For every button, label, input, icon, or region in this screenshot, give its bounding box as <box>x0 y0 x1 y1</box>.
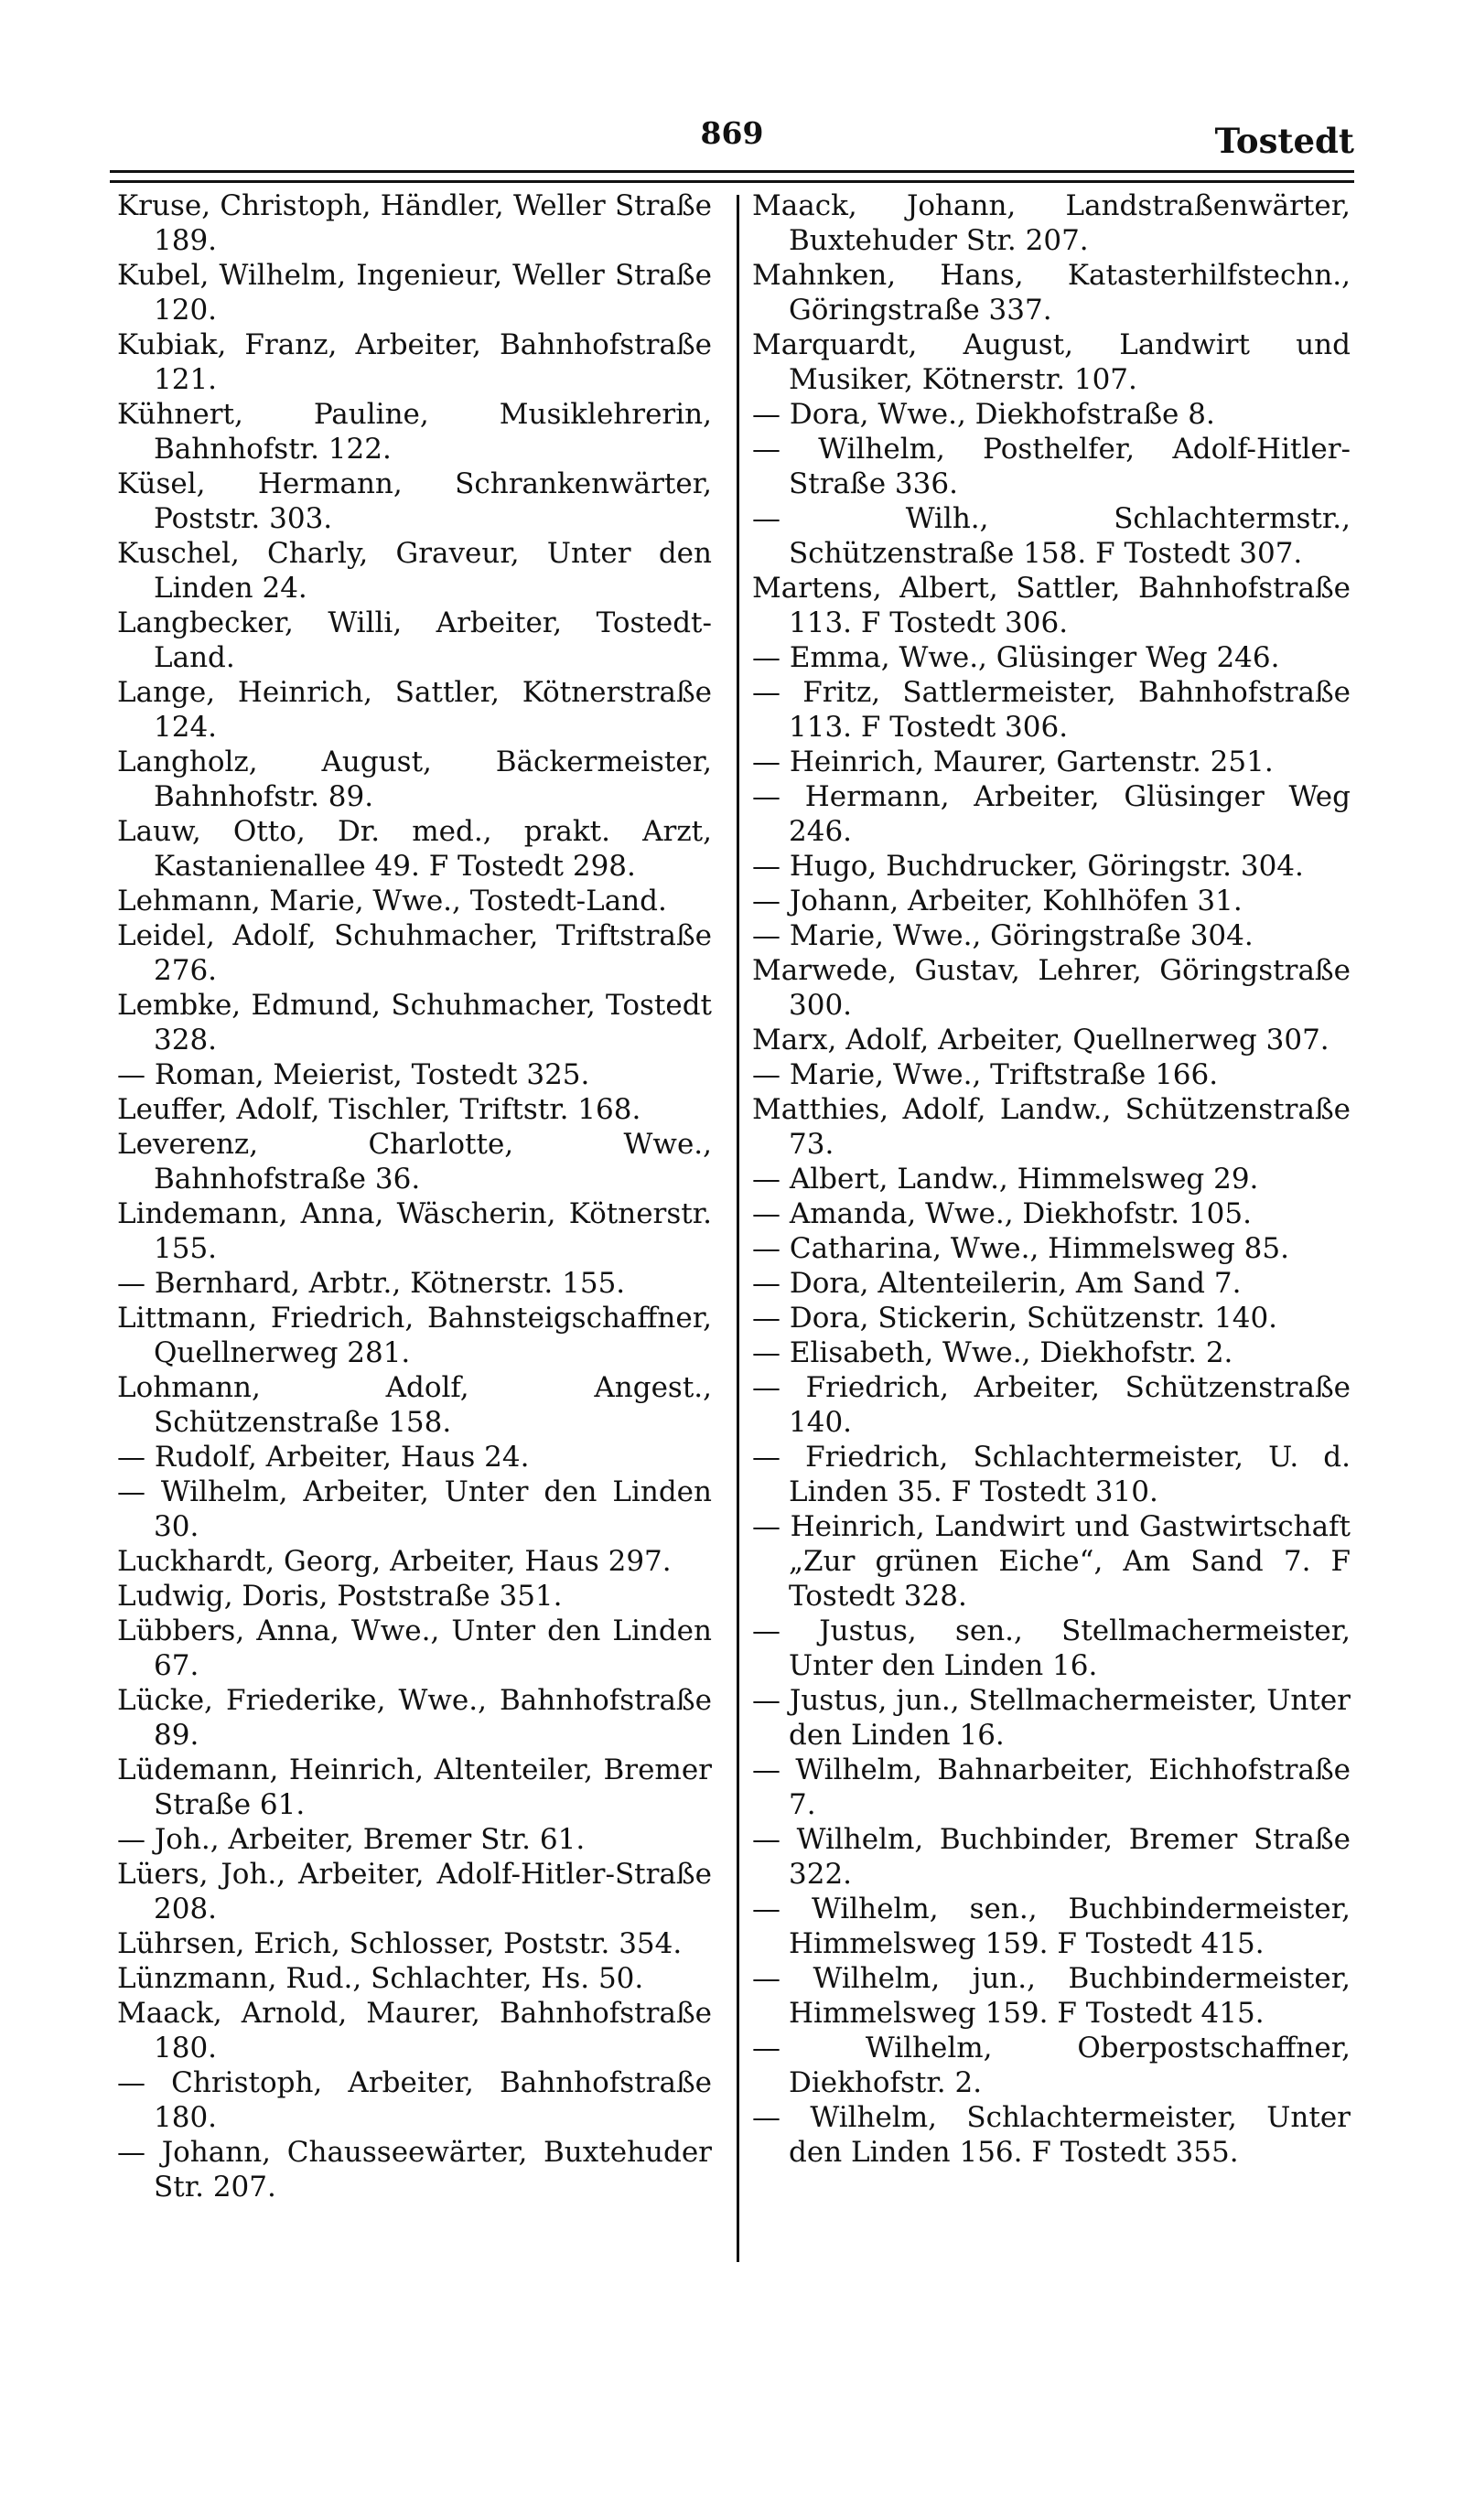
directory-entry: Lübbers, Anna, Wwe., Unter den Linden 67. <box>117 1614 712 1682</box>
directory-entry: — Bernhard, Arbtr., Kötnerstr. 155. <box>117 1267 626 1300</box>
directory-entry: Matthies, Adolf, Landw., Schützenstraße 73. <box>752 1093 1351 1161</box>
directory-entry: Lauw, Otto, Dr. med., prakt. Arzt, Kastanienallee 49. F Tostedt 298. <box>117 815 712 883</box>
directory-entry: — Amanda, Wwe., Diekhofstr. 105. <box>752 1197 1252 1230</box>
directory-entry: Langholz, August, Bäckermeister, Bahnhofstr. 89. <box>117 745 712 813</box>
header-rule-bottom <box>110 180 1354 183</box>
directory-entry: Langbecker, Willi, Arbeiter, Tostedt-Land. <box>117 606 712 674</box>
directory-entry: Leverenz, Charlotte, Wwe., Bahnhofstraße 36. <box>117 1128 712 1196</box>
directory-entry: Lünzmann, Rud., Schlachter, Hs. 50. <box>117 1962 644 1995</box>
directory-entry: Lindemann, Anna, Wäscherin, Kötnerstr. 155. <box>117 1197 712 1265</box>
directory-entry: — Johann, Chausseewärter, Buxtehuder Str. 207. <box>117 2136 712 2204</box>
directory-entry: — Wilhelm, Posthelfer, Adolf-Hitler-Straße 336. <box>752 433 1351 500</box>
directory-entry: — Justus, jun., Stellmachermeister, Unter den Linden 16. <box>752 1684 1351 1752</box>
directory-entry: — Fritz, Sattlermeister, Bahnhofstraße 113. F Tostedt 306. <box>752 676 1351 744</box>
directory-entry: Kühnert, Pauline, Musiklehrerin, Bahnhofstr. 122. <box>117 398 712 466</box>
directory-entry: Lührsen, Erich, Schlosser, Poststr. 354. <box>117 1927 683 1960</box>
directory-entry: Ludwig, Doris, Poststraße 351. <box>117 1580 563 1613</box>
directory-entry: Martens, Albert, Sattler, Bahnhofstraße 113. F Tostedt 306. <box>752 572 1351 639</box>
directory-entry: — Wilhelm, Schlachtermeister, Unter den Linden 156. F Tostedt 355. <box>752 2101 1351 2169</box>
directory-entry: — Dora, Wwe., Diekhofstraße 8. <box>752 398 1215 431</box>
directory-entry: — Wilh., Schlachtermstr., Schützenstraße 158. F Tostedt 307. <box>752 502 1351 570</box>
directory-entry: Kruse, Christoph, Händler, Weller Straße 189. <box>117 189 712 257</box>
directory-entry: Marquardt, August, Landwirt und Musiker, Kötnerstr. 107. <box>752 328 1351 396</box>
page-number: 869 <box>700 115 764 151</box>
directory-entry: Leidel, Adolf, Schuhmacher, Triftstraße 276. <box>117 919 712 987</box>
column-divider <box>737 195 739 2262</box>
directory-entry: Maack, Johann, Landstraßenwärter, Buxtehuder Str. 207. <box>752 189 1351 257</box>
directory-entry: — Dora, Altenteilerin, Am Sand 7. <box>752 1267 1242 1300</box>
directory-entry: Leuffer, Adolf, Tischler, Triftstr. 168. <box>117 1093 641 1126</box>
directory-entry: — Wilhelm, Oberpostschaffner, Diekhofstr. 2. <box>752 2032 1351 2099</box>
right-column <box>752 188 1351 2170</box>
directory-entry: — Christoph, Arbeiter, Bahnhofstraße 180. <box>117 2066 712 2134</box>
directory-entry: — Wilhelm, Arbeiter, Unter den Linden 30. <box>117 1475 712 1543</box>
directory-entry: — Joh., Arbeiter, Bremer Str. 61. <box>117 1823 586 1856</box>
directory-entry: Kubel, Wilhelm, Ingenieur, Weller Straße 120. <box>117 259 712 327</box>
directory-entry: — Roman, Meierist, Tostedt 325. <box>117 1058 590 1091</box>
directory-entry: — Hermann, Arbeiter, Glüsinger Weg 246. <box>752 780 1351 848</box>
directory-entry: — Emma, Wwe., Glüsinger Weg 246. <box>752 641 1280 674</box>
directory-entry: — Wilhelm, Buchbinder, Bremer Straße 322. <box>752 1823 1351 1891</box>
directory-entry: — Wilhelm, sen., Buchbindermeister, Himmelsweg 159. F Tostedt 415. <box>752 1893 1351 1960</box>
directory-entry: — Marie, Wwe., Triftstraße 166. <box>752 1058 1219 1091</box>
directory-entry: — Catharina, Wwe., Himmelsweg 85. <box>752 1232 1289 1265</box>
directory-entry: — Johann, Arbeiter, Kohlhöfen 31. <box>752 885 1243 917</box>
directory-entry: — Heinrich, Landwirt und Gastwirtschaft „Zur grünen Eiche“, Am Sand 7. F Tostedt 328. <box>752 1510 1351 1613</box>
directory-entry: — Wilhelm, Bahnarbeiter, Eichhofstraße 7. <box>752 1753 1351 1821</box>
directory-entry: Lange, Heinrich, Sattler, Kötnerstraße 124. <box>117 676 712 744</box>
directory-entry: Marx, Adolf, Arbeiter, Quellnerweg 307. <box>752 1024 1329 1056</box>
directory-entry: Marwede, Gustav, Lehrer, Göringstraße 300. <box>752 954 1351 1022</box>
directory-entry: Lüers, Joh., Arbeiter, Adolf-Hitler-Straße 208. <box>117 1858 712 1925</box>
directory-entry: — Elisabeth, Wwe., Diekhofstr. 2. <box>752 1336 1233 1369</box>
directory-entry: Mahnken, Hans, Katasterhilfstechn., Göringstraße 337. <box>752 259 1351 327</box>
directory-entry: Maack, Arnold, Maurer, Bahnhofstraße 180. <box>117 1997 712 2064</box>
directory-entry: Lücke, Friederike, Wwe., Bahnhofstraße 89. <box>117 1684 712 1752</box>
directory-entry: Luckhardt, Georg, Arbeiter, Haus 297. <box>117 1545 672 1578</box>
page-header <box>110 115 1354 170</box>
left-column <box>117 188 712 2204</box>
directory-entry: — Dora, Stickerin, Schützenstr. 140. <box>752 1302 1278 1335</box>
directory-entry: — Justus, sen., Stellmachermeister, Unter den Linden 16. <box>752 1614 1351 1682</box>
directory-entry: Kubiak, Franz, Arbeiter, Bahnhofstraße 121. <box>117 328 712 396</box>
directory-entry: — Friedrich, Arbeiter, Schützenstraße 140. <box>752 1371 1351 1439</box>
header-rule-top <box>110 170 1354 173</box>
directory-entry: Lohmann, Adolf, Angest., Schützenstraße 158. <box>117 1371 712 1439</box>
directory-entry: Littmann, Friedrich, Bahnsteigschaffner, Quellnerweg 281. <box>117 1302 712 1369</box>
directory-entry: — Heinrich, Maurer, Gartenstr. 251. <box>752 745 1274 778</box>
directory-entry: — Friedrich, Schlachtermeister, U. d. Linden 35. F Tostedt 310. <box>752 1441 1351 1508</box>
directory-entry: — Wilhelm, jun., Buchbindermeister, Himmelsweg 159. F Tostedt 415. <box>752 1962 1351 2030</box>
directory-entry: — Albert, Landw., Himmelsweg 29. <box>752 1163 1259 1196</box>
directory-entry: — Hugo, Buchdrucker, Göringstr. 304. <box>752 850 1304 883</box>
directory-entry: — Rudolf, Arbeiter, Haus 24. <box>117 1441 530 1474</box>
directory-entry: — Marie, Wwe., Göringstraße 304. <box>752 919 1254 952</box>
directory-entry: Kuschel, Charly, Graveur, Unter den Linden 24. <box>117 537 712 605</box>
directory-entry: Küsel, Hermann, Schrankenwärter, Poststr. 303. <box>117 467 712 535</box>
directory-entry: Lembke, Edmund, Schuhmacher, Tostedt 328. <box>117 989 712 1056</box>
directory-entry: Lüdemann, Heinrich, Altenteiler, Bremer Straße 61. <box>117 1753 712 1821</box>
directory-entry: Lehmann, Marie, Wwe., Tostedt-Land. <box>117 885 667 917</box>
running-head: Tostedt <box>1214 121 1354 161</box>
